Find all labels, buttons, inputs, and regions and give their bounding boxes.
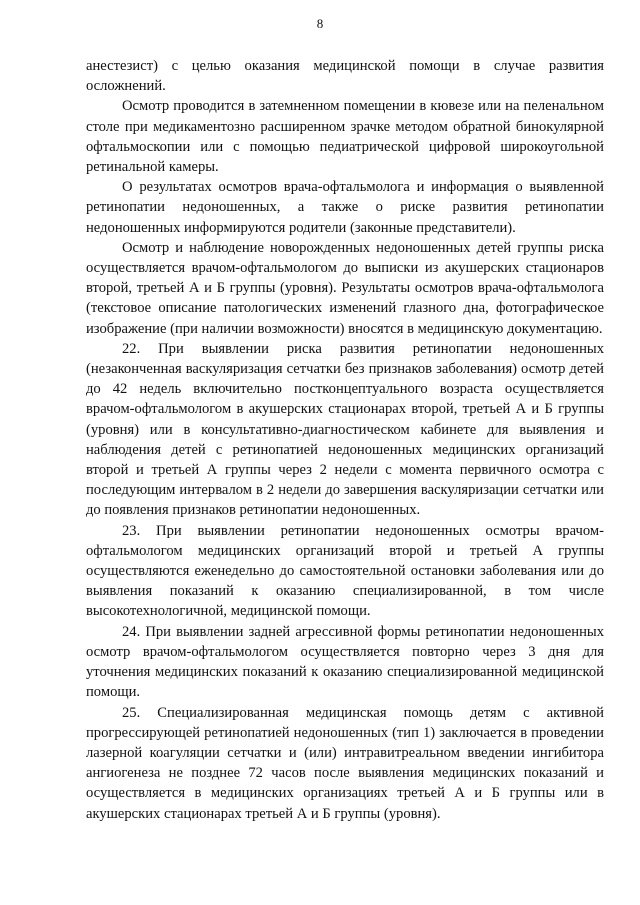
paragraph-item-23: 23. При выявлении ретинопатии недоношенных осмотры врачом-офтальмологом медицинских организаций второй и третьей А группы осуществляются еженедельно до самостоятельной остановки заболевания или до выявления показаний к оказанию специализированной, в том числе высокотехнологичной, медицинской помощи. [86,522,604,620]
paragraph-parents-informed: О результатах осмотров врача-офтальмолога и информация о выявленной ретинопатии недоношенных, а также о риске развития ретинопатии недоношенных информируются родители (законные представители). [86,179,604,236]
paragraph-continuation: анестезист) с целью оказания медицинской помощи в случае развития осложнений. [86,58,604,95]
document-body [86,56,604,824]
paragraph-item-24: 24. При выявлении задней агрессивной формы ретинопатии недоношенных осмотр врачом-офтальмологом осуществляется повторно через 3 дня для уточнения медицинских показаний к оказанию специализированной медицинской помощи. [86,623,604,701]
paragraph-item-25: 25. Специализированная медицинская помощь детям с активной прогрессирующей ретинопатией недоношенных (тип 1) заключается в проведении лазерной коагуляции сетчатки и (или) интравитреальном введении ингибитора ангиогенеза не позднее 72 часов после выявления медицинских показаний и осуществляется в медицинских организациях третьей А и Б группы или в акушерских стационарах третьей А и Б группы (уровня). [86,704,604,822]
paragraph-exam-conditions: Осмотр проводится в затемненном помещении в кювезе или на пеленальном столе при медикаментозно расширенном зрачке методом обратной бинокулярной офтальмоскопии или с помощью педиатрической цифровой широкоугольной ретинальной камеры. [86,98,604,176]
page-number: 8 [316,16,324,31]
paragraph-risk-group-exam: Осмотр и наблюдение новорожденных недоношенных детей группы риска осуществляется врачом-офтальмологом до выписки из акушерских стационаров второй, третьей А и Б группы (уровня). Результаты осмотров врача-офтальмолога (текстовое описание патологических изменений глазного дна, фотографическое изображение (при наличии возможности) вносятся в медицинскую документацию. [86,239,604,337]
paragraph-item-22: 22. При выявлении риска развития ретинопатии недоношенных (незаконченная васкуляризация сетчатки без признаков заболевания) осмотр детей до 42 недель включительно постконцептуального возраста осуществляется врачом-офтальмологом в акушерских стационарах второй, третьей А и Б группы (уровня) или в консультативно-диагностическом кабинете для выявления и наблюдения детей с ретинопатией недоношенных медицинских организаций второй и третьей А группы через 2 недели с момента первичного осмотра с последующим интервалом в 2 недели до завершения васкуляризации сетчатки или до появления признаков ретинопатии недоношенных. [86,340,604,519]
